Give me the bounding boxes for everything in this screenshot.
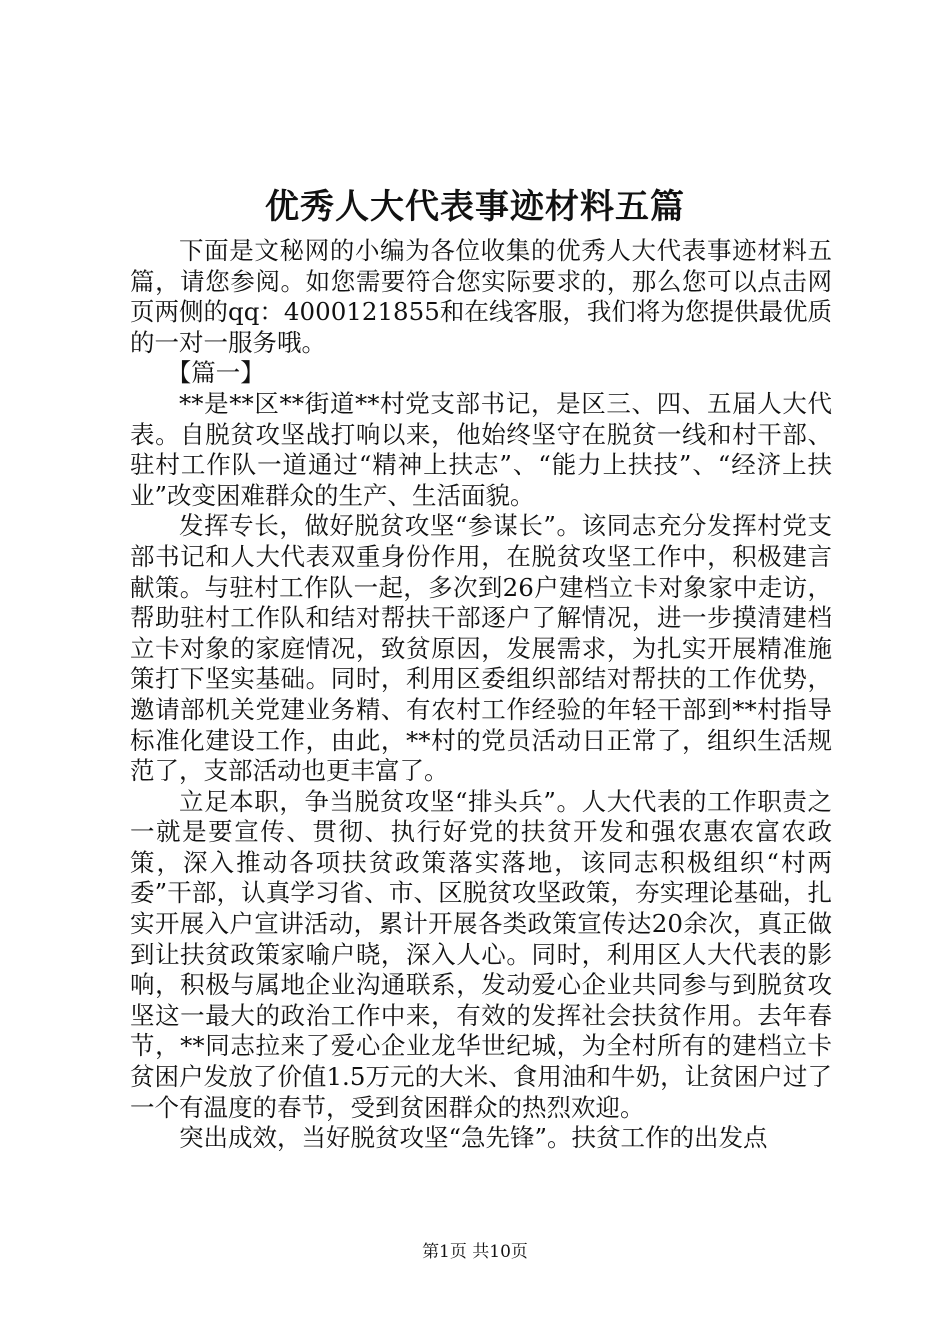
page-footer: 第1页 共10页 [422, 1242, 528, 1262]
document-title: 优秀人大代表事迹材料五篇 [265, 187, 685, 227]
section-heading: 【篇一】 [166, 358, 265, 388]
body-paragraph: 立足本职，争当脱贫攻坚“排头兵”。人大代表的工作职责之一就是要宣传、贯彻、执行好党的扶贫开发和强农惠农富农政策，深入推动各项扶贫政策落实落地，该同志积极组织“村两委”干部，认真学习省、市、区脱贫攻坚政策，夯实理论基础，扎实开展入户宣讲活动，累计开展各类政策宣传达20余次，真正做到让扶贫政策家喻户晓，深入人心。同时，利用区人大代表的影响，积极与属地企业沟通联系，发动爱心企业共同参与到脱贫攻坚这一最大的政治工作中来，有效的发挥社会扶贫作用。去年春节，**同志拉来了爱心企业龙华世纪城，为全村所有的建档立卡贫困户发放了价值1.5万元的大米、食用油和牛奶，让贫困户过了一个有温度的春节，受到贫困群众的热烈欢迎。 [130, 786, 832, 1122]
body-paragraph: 突出成效，当好脱贫攻坚“急先锋”。扶贫工作的出发点 [179, 1123, 768, 1153]
body-paragraph: **是**区**街道**村党支部书记，是区三、四、五届人大代表。自脱贫攻坚战打响以来，他始终坚守在脱贫一线和村干部、驻村工作队一道通过“精神上扶志”、“能力上扶技”、“经济上扶业”改变困难群众的生产、生活面貌。 [130, 388, 832, 510]
body-paragraph: 发挥专长，做好脱贫攻坚“参谋长”。该同志充分发挥村党支部书记和人大代表双重身份作用，在脱贫攻坚工作中，积极建言献策。与驻村工作队一起，多次到26户建档立卡对象家中走访，帮助驻村工作队和结对帮扶干部逐户了解情况，进一步摸清建档立卡对象的家庭情况，致贫原因，发展需求，为扎实开展精准施策打下坚实基础。同时，利用区委组织部结对帮扶的工作优势，邀请部机关党建业务精、有农村工作经验的年轻干部到**村指导标准化建设工作，由此，**村的党员活动日正常了，组织生活规范了，支部活动也更丰富了。 [130, 511, 832, 786]
document-body [130, 236, 832, 1154]
intro-paragraph: 下面是文秘网的小编为各位收集的优秀人大代表事迹材料五篇，请您参阅。如您需要符合您实际要求的，那么您可以点击网页两侧的qq：4000121855和在线客服，我们将为您提供最优质的一对一服务哦。 [130, 236, 832, 357]
